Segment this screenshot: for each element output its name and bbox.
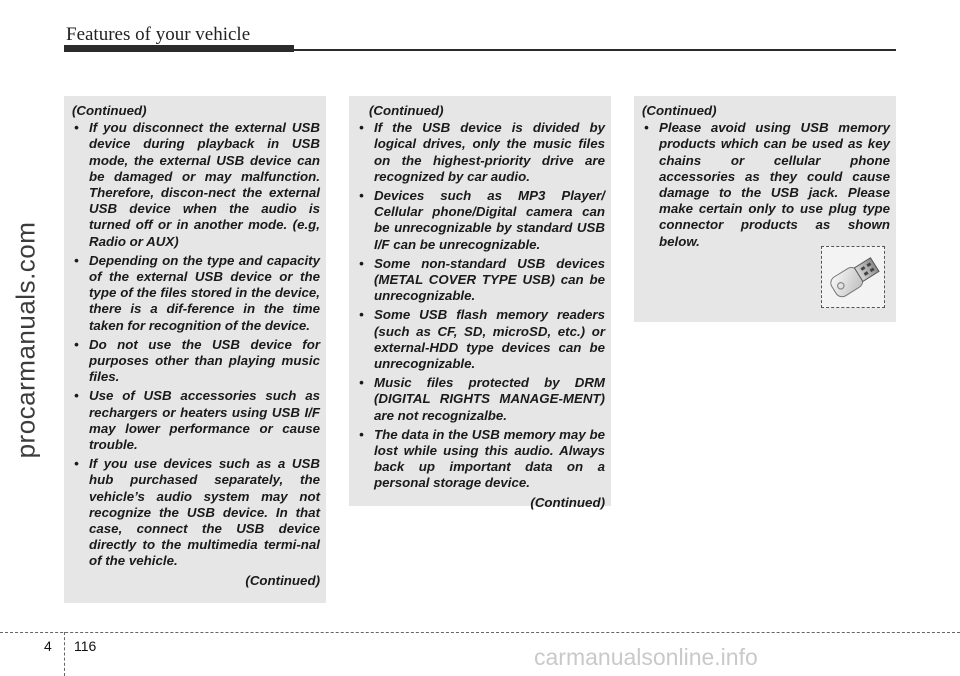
notice-item: • If you disconnect the external USB device during playback in USB mode, the external USB device can be damaged or may malfunction. Therefore, discon-nect the external USB device when the audio is turned off or in another mode. (e.g, Radio or AUX): [72, 120, 320, 250]
notice-item: • Devices such as MP3 Player/ Cellular phone/Digital camera can be unrecognizable by standard USB I/F can be unrecognizable.: [357, 188, 605, 253]
notice-panel-1: [64, 96, 326, 603]
notice-item: • If you use devices such as a USB hub purchased separately, the vehicle’s audio system may not recognize the USB device. In that case, connect the USB device directly to the multimedia termi-nal of the vehicle.: [72, 456, 320, 569]
footer-divider: [64, 632, 65, 676]
side-watermark-text: procarmanuals.com: [10, 221, 41, 459]
notice-item: • Use of USB accessories such as rechargers or heaters using USB I/F may lower performance or cause trouble.: [72, 388, 320, 453]
notice-list: [72, 120, 320, 569]
notice-list: [357, 120, 605, 491]
header-rule: [294, 49, 896, 51]
notice-panel-2: [349, 96, 611, 510]
footer-rule: [0, 632, 960, 633]
continued-label-top: (Continued): [642, 103, 717, 118]
notice-item: • Some non-standard USB devices (METAL COVER TYPE USB) can be unrecognizable.: [357, 256, 605, 305]
usb-plug-icon: [822, 247, 884, 307]
page-header-title: Features of your vehicle: [66, 24, 251, 45]
side-watermark: [0, 0, 52, 676]
notice-item: • If the USB device is divided by logical drives, only the music files on the highest-priority drive are recognized by car audio.: [357, 120, 605, 185]
notice-item: • Depending on the type and capacity of the external USB device or the type of the files stored in the device, there is a dif-ference in the time taken for recognition of the device.: [72, 253, 320, 334]
notice-item: • Do not use the USB device for purposes other than playing music files.: [72, 337, 320, 386]
continued-label-top: (Continued): [72, 103, 147, 118]
page-number: 116: [74, 638, 97, 654]
continued-label-bottom: (Continued): [530, 494, 605, 510]
notice-item: • Music files protected by DRM (DIGITAL RIGHTS MANAGE-MENT) are not recognizalbe.: [357, 375, 605, 424]
header-bar-thick: [64, 45, 294, 52]
continued-label-bottom: (Continued): [245, 572, 320, 588]
continued-label-top: (Continued): [369, 103, 444, 118]
notice-panel-3: [634, 96, 896, 322]
chapter-number: 4: [44, 638, 52, 654]
bottom-watermark: carmanualsonline.info: [534, 644, 758, 670]
notice-item: • The data in the USB memory may be lost while using this audio. Always back up important data on a personal storage device.: [357, 427, 605, 492]
notice-list: [642, 120, 890, 250]
notice-item: • Some USB flash memory readers (such as CF, SD, microSD, etc.) or external-HDD type devices can be unrecognizable.: [357, 307, 605, 372]
usb-plug-figure: [821, 246, 885, 308]
notice-item: • Please avoid using USB memory products which can be used as key chains or cellular phone accessories as they could cause damage to the USB jack. Please make certain only to use plug type connector products as shown below.: [642, 120, 890, 250]
